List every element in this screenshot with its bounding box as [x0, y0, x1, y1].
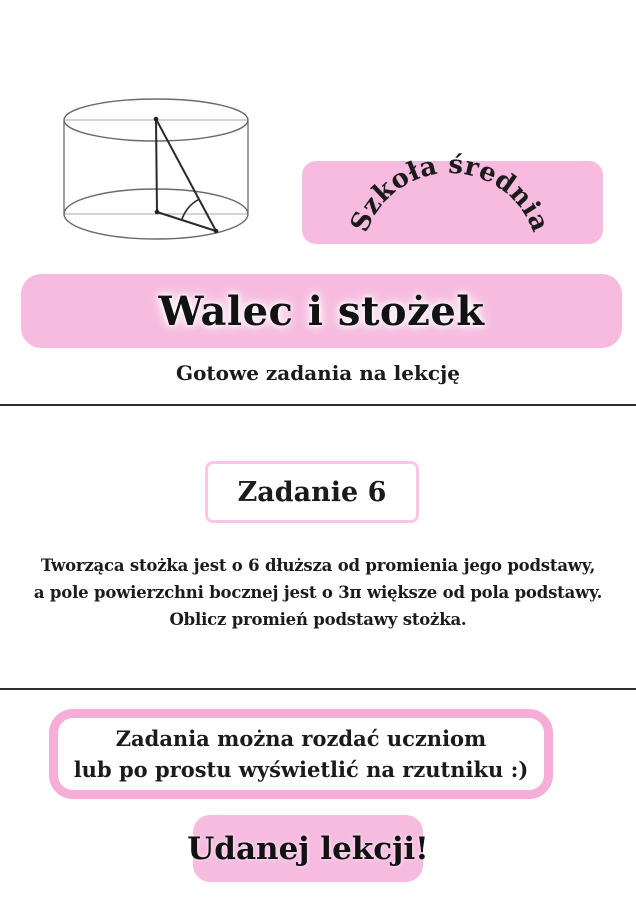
- task-text-line: Oblicz promień podstawy stożka.: [169, 610, 467, 629]
- teacher-note-box: [49, 709, 553, 799]
- task-heading-card: [205, 461, 419, 523]
- lesson-wish-label: Udanej lekcji!: [187, 830, 429, 867]
- cylinder-diagram-icon: [54, 90, 259, 252]
- note-line: lub po prostu wyświetlić na rzutniku :): [73, 757, 529, 782]
- svg-text:Szkoła średnia: [345, 150, 555, 237]
- task-heading: Zadanie 6: [237, 476, 387, 508]
- task-text-line: a pole powierzchni bocznej jest o 3π większe od pola podstawy.: [33, 583, 603, 602]
- page-subtitle: Gotowe zadania na lekcję: [175, 361, 460, 385]
- divider-bottom: [0, 688, 636, 690]
- divider-top: [0, 404, 636, 406]
- title-banner: [21, 274, 622, 348]
- badge-arched-label: Szkoła średnia: [344, 149, 556, 237]
- task-text: [0, 552, 636, 633]
- page-title: Walec i stożek: [158, 287, 485, 335]
- school-level-badge: [302, 149, 603, 244]
- note-line: Zadania można rozdać uczniom: [115, 726, 487, 751]
- task-text-line: Tworząca stożka jest o 6 dłuższa od promienia jego podstawy,: [40, 556, 596, 575]
- lesson-wish-badge: [187, 815, 429, 882]
- arched-text-graphic: [302, 149, 603, 244]
- cylinder-diagram: [54, 90, 259, 252]
